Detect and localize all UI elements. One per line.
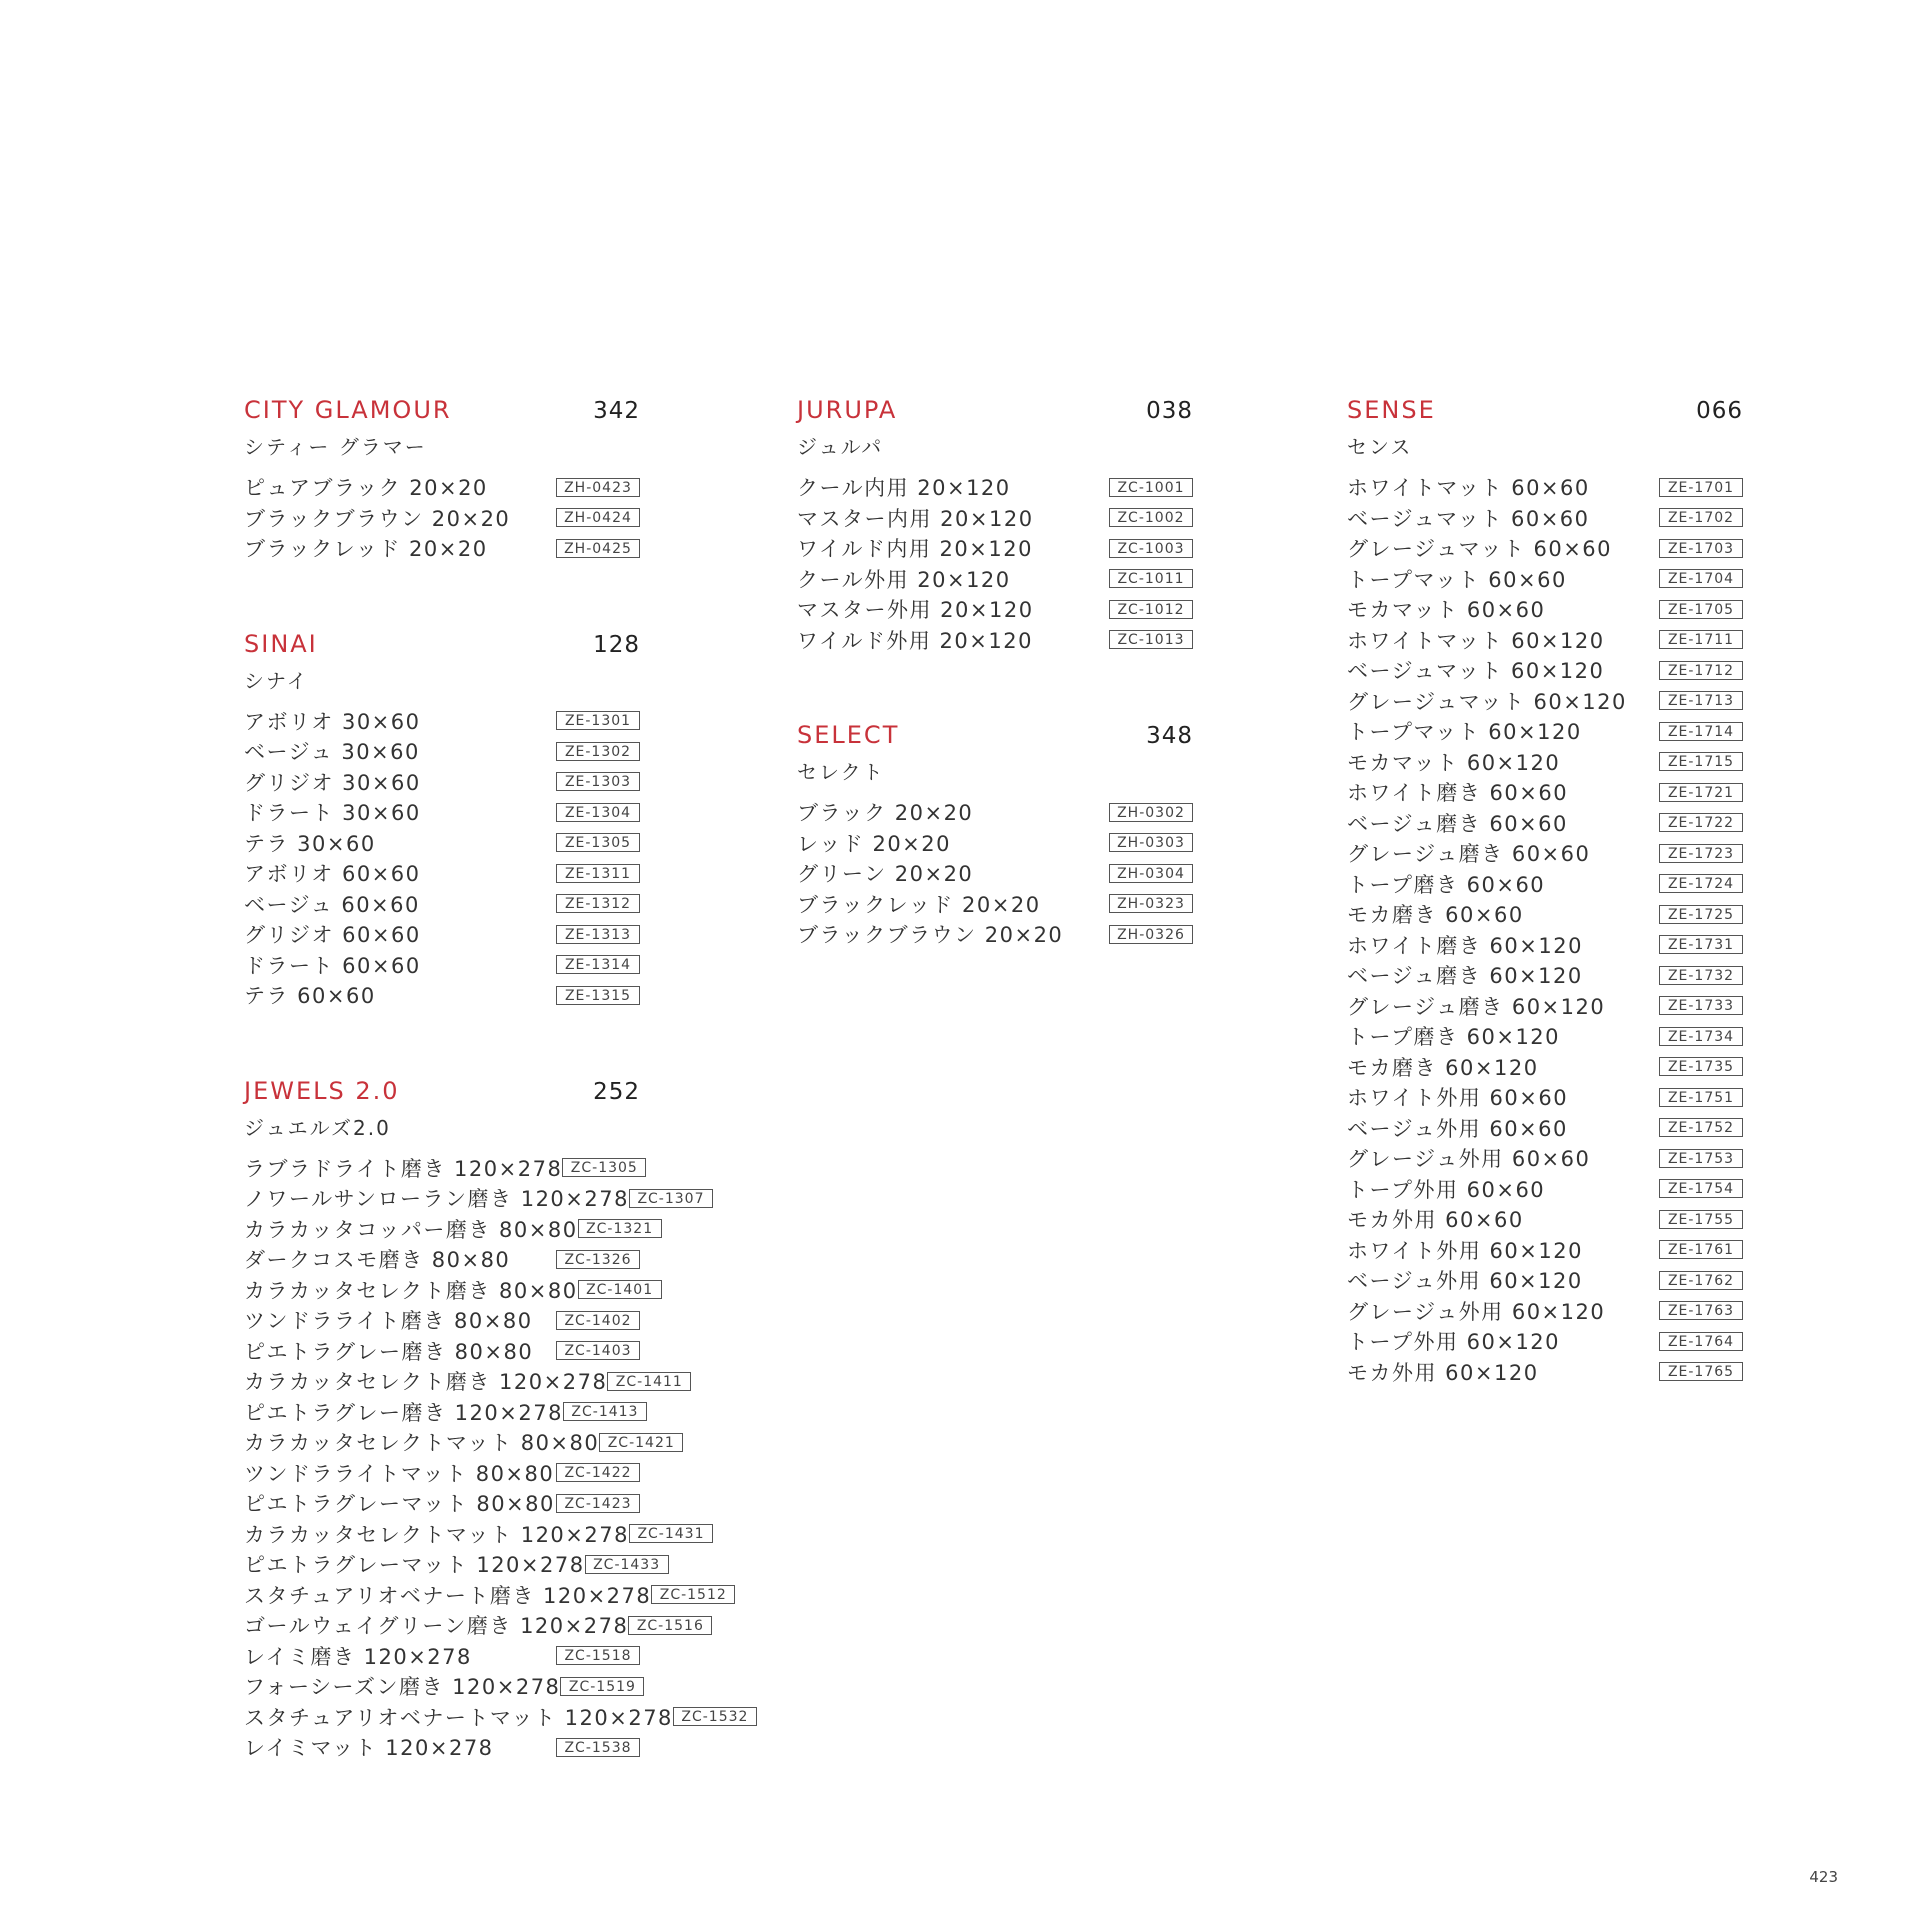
item-code: ZC-1002 (1109, 508, 1193, 527)
item-name: ピュアブラック 20×20 (244, 476, 488, 501)
list-item (797, 858, 1193, 889)
list-item (797, 797, 1193, 828)
item-code: ZC-1402 (556, 1311, 640, 1330)
list-item (244, 1610, 704, 1641)
item-code: ZE-1731 (1659, 935, 1743, 954)
list-item (1347, 686, 1743, 717)
list-item (797, 919, 1193, 950)
item-name: ホワイトマット 60×60 (1347, 476, 1590, 501)
section-title: SELECT (797, 721, 900, 749)
item-name: グレージュ外用 60×60 (1347, 1147, 1591, 1172)
catalog-section (797, 396, 1193, 655)
item-name: グレージュ磨き 60×120 (1347, 994, 1606, 1019)
list-item (1347, 808, 1743, 839)
item-code: ZH-0302 (1109, 803, 1193, 822)
section-page-number: 252 (593, 1078, 640, 1105)
item-code: ZE-1752 (1659, 1118, 1743, 1137)
item-name: ドラート 30×60 (244, 801, 421, 826)
item-name: アボリオ 30×60 (244, 709, 421, 734)
section-title: JURUPA (797, 396, 898, 424)
list-item (244, 1427, 675, 1458)
item-name: ブラックブラウン 20×20 (797, 923, 1064, 948)
list-item (1347, 1204, 1743, 1235)
item-code: ZE-1705 (1659, 600, 1743, 619)
list-item (1347, 991, 1743, 1022)
list-item (244, 706, 640, 737)
item-name: ツンドラライト磨き 80×80 (244, 1309, 533, 1334)
item-name: カラカッタセレクト磨き 120×278 (244, 1370, 608, 1395)
item-name: グレージュマット 60×120 (1347, 689, 1627, 714)
list-item (244, 1549, 661, 1580)
list-item (1347, 1235, 1743, 1266)
item-name: ピエトラグレーマット 120×278 (244, 1553, 585, 1578)
item-code: ZE-1761 (1659, 1240, 1743, 1259)
section-page-number: 066 (1696, 398, 1743, 424)
item-code: ZH-0425 (556, 539, 640, 558)
item-name: グリーン 20×20 (797, 862, 974, 887)
item-code: ZH-0303 (1109, 833, 1193, 852)
list-item (244, 1214, 654, 1245)
item-code: ZC-1431 (629, 1524, 713, 1543)
list-item (244, 1153, 640, 1184)
item-name: スタチュアリオベナート磨き 120×278 (244, 1583, 652, 1608)
list-item (1347, 1082, 1743, 1113)
item-name: トープ磨き 60×60 (1347, 872, 1546, 897)
list-item (1347, 1296, 1743, 1327)
item-code: ZE-1712 (1659, 661, 1743, 680)
column-2 (797, 396, 1193, 1016)
list-item (244, 1641, 640, 1672)
item-code: ZC-1401 (578, 1280, 662, 1299)
item-code: ZE-1762 (1659, 1271, 1743, 1290)
section-header (244, 630, 640, 664)
item-code: ZE-1711 (1659, 630, 1743, 649)
item-code: ZE-1704 (1659, 569, 1743, 588)
item-name: クール内用 20×120 (797, 476, 1011, 501)
item-name: グレージュマット 60×60 (1347, 537, 1613, 562)
item-name: マスター外用 20×120 (797, 598, 1034, 623)
item-name: ノワールサンローラン磨き 120×278 (244, 1187, 629, 1212)
list-item (797, 533, 1193, 564)
item-name: グレージュ磨き 60×60 (1347, 842, 1591, 867)
list-item (797, 889, 1193, 920)
list-item (244, 797, 640, 828)
item-name: モカ磨き 60×120 (1347, 1055, 1539, 1080)
section-title: SINAI (244, 629, 318, 658)
item-name: グリジオ 60×60 (244, 923, 421, 948)
list-item (797, 594, 1193, 625)
item-code: ZH-0326 (1109, 925, 1193, 944)
item-name: ツンドラライトマット 80×80 (244, 1461, 555, 1486)
section-page-number: 038 (1146, 398, 1193, 424)
item-code: ZE-1301 (556, 711, 640, 730)
item-code: ZC-1013 (1109, 630, 1193, 649)
item-name: ラブラドライト磨き 120×278 (244, 1156, 563, 1181)
item-code: ZC-1307 (629, 1189, 713, 1208)
item-code: ZC-1538 (556, 1738, 640, 1757)
list-item (244, 1732, 640, 1763)
section-title: JEWELS 2.0 (244, 1076, 400, 1105)
item-code: ZE-1763 (1659, 1301, 1743, 1320)
item-name: テラ 30×60 (244, 831, 376, 856)
item-name: ドラート 60×60 (244, 953, 421, 978)
column-3 (1347, 396, 1743, 1453)
item-code: ZC-1519 (560, 1677, 644, 1696)
section-title: SENSE (1347, 396, 1436, 424)
item-code: ZC-1423 (556, 1494, 640, 1513)
item-code: ZE-1753 (1659, 1149, 1743, 1168)
item-code: ZE-1734 (1659, 1027, 1743, 1046)
list-item (1347, 869, 1743, 900)
item-code: ZE-1754 (1659, 1179, 1743, 1198)
item-name: ベージュ外用 60×120 (1347, 1269, 1583, 1294)
list-item (244, 1702, 749, 1733)
list-item (1347, 930, 1743, 961)
item-name: ブラックブラウン 20×20 (244, 506, 511, 531)
item-code: ZE-1735 (1659, 1057, 1743, 1076)
catalog-section (244, 396, 640, 564)
item-name: トープ外用 60×60 (1347, 1177, 1546, 1202)
item-name: モカ外用 60×120 (1347, 1360, 1539, 1385)
list-item (1347, 899, 1743, 930)
item-code: ZE-1314 (556, 955, 640, 974)
item-name: ゴールウェイグリーン磨き 120×278 (244, 1614, 629, 1639)
item-name: スタチュアリオベナートマット 120×278 (244, 1705, 673, 1730)
item-name: ピエトラグレー磨き 80×80 (244, 1339, 534, 1364)
list-item (1347, 838, 1743, 869)
column-1 (244, 396, 749, 1829)
section-subtitle: センス (1347, 435, 1413, 459)
item-code: ZC-1532 (673, 1707, 757, 1726)
list-item (244, 1366, 683, 1397)
item-name: ベージュ 60×60 (244, 892, 420, 917)
list-item (1347, 747, 1743, 778)
item-name: ベージュ磨き 60×60 (1347, 811, 1568, 836)
item-code: ZH-0423 (556, 478, 640, 497)
item-list (244, 1153, 749, 1763)
list-item (1347, 1021, 1743, 1052)
item-list (797, 472, 1193, 655)
item-code: ZE-1713 (1659, 691, 1743, 710)
item-name: カラカッタセレクトマット 120×278 (244, 1522, 629, 1547)
list-item (244, 858, 640, 889)
item-code: ZC-1321 (578, 1219, 662, 1238)
item-name: ベージュ 30×60 (244, 740, 420, 765)
item-code: ZE-1315 (556, 986, 640, 1005)
list-item (244, 1305, 640, 1336)
item-code: ZC-1011 (1109, 569, 1193, 588)
list-item (1347, 716, 1743, 747)
item-code: ZE-1732 (1659, 966, 1743, 985)
item-list (244, 706, 640, 1011)
list-item (1347, 1113, 1743, 1144)
list-item (244, 919, 640, 950)
list-item (797, 828, 1193, 859)
item-code: ZE-1765 (1659, 1362, 1743, 1381)
item-code: ZE-1722 (1659, 813, 1743, 832)
item-code: ZE-1721 (1659, 783, 1743, 802)
item-code: ZC-1516 (628, 1616, 712, 1635)
item-list (1347, 472, 1743, 1387)
section-subtitle: ジュルパ (797, 435, 884, 459)
list-item (797, 503, 1193, 534)
list-item (797, 472, 1193, 503)
item-name: トープマット 60×120 (1347, 720, 1582, 745)
item-name: ピエトラグレーマット 80×80 (244, 1492, 555, 1517)
list-item (244, 472, 640, 503)
list-item (1347, 1143, 1743, 1174)
item-code: ZC-1421 (599, 1433, 683, 1452)
item-code: ZE-1715 (1659, 752, 1743, 771)
item-name: テラ 60×60 (244, 984, 376, 1009)
list-item (1347, 472, 1743, 503)
list-item (244, 1397, 640, 1428)
catalog-section (244, 1076, 749, 1763)
section-title: CITY GLAMOUR (244, 396, 452, 424)
list-item (1347, 564, 1743, 595)
item-code: ZC-1012 (1109, 600, 1193, 619)
item-list (797, 797, 1193, 950)
item-name: アボリオ 60×60 (244, 862, 421, 887)
item-code: ZE-1733 (1659, 996, 1743, 1015)
item-name: ワイルド外用 20×120 (797, 628, 1033, 653)
item-code: ZC-1003 (1109, 539, 1193, 558)
section-subtitle: ジュエルズ2.0 (244, 1115, 391, 1140)
list-item (797, 564, 1193, 595)
item-name: ベージュマット 60×60 (1347, 506, 1590, 531)
item-name: トープマット 60×60 (1347, 567, 1567, 592)
list-item (1347, 655, 1743, 686)
item-code: ZE-1725 (1659, 905, 1743, 924)
item-name: ブラックレッド 20×20 (244, 537, 488, 562)
list-item (1347, 533, 1743, 564)
list-item (244, 980, 640, 1011)
item-name: ホワイト外用 60×120 (1347, 1238, 1583, 1263)
item-name: グレージュ外用 60×120 (1347, 1299, 1606, 1324)
section-page-number: 342 (593, 398, 640, 424)
item-name: グリジオ 30×60 (244, 770, 421, 795)
item-code: ZE-1751 (1659, 1088, 1743, 1107)
item-code: ZC-1411 (607, 1372, 691, 1391)
item-code: ZE-1302 (556, 742, 640, 761)
list-item (1347, 503, 1743, 534)
item-name: クール外用 20×120 (797, 567, 1011, 592)
list-item (1347, 1357, 1743, 1388)
item-name: カラカッタセレクト磨き 80×80 (244, 1278, 578, 1303)
item-code: ZE-1764 (1659, 1332, 1743, 1351)
list-item (244, 736, 640, 767)
section-header (244, 396, 640, 430)
item-name: カラカッタセレクトマット 80×80 (244, 1431, 600, 1456)
item-name: フォーシーズン磨き 120×278 (244, 1675, 561, 1700)
item-name: ベージュ外用 60×60 (1347, 1116, 1568, 1141)
item-code: ZE-1303 (556, 772, 640, 791)
section-subtitle: セレクト (797, 760, 885, 784)
list-item (244, 1580, 727, 1611)
list-item (1347, 1265, 1743, 1296)
item-name: カラカッタコッパー磨き 80×80 (244, 1217, 578, 1242)
list-item (244, 503, 640, 534)
list-item (244, 1458, 640, 1489)
list-item (244, 533, 640, 564)
item-name: ホワイト外用 60×60 (1347, 1086, 1569, 1111)
item-list (244, 472, 640, 564)
item-code: ZH-0304 (1109, 864, 1193, 883)
item-code: ZE-1702 (1659, 508, 1743, 527)
list-item (1347, 1174, 1743, 1205)
list-item (244, 1275, 654, 1306)
item-name: ホワイト磨き 60×60 (1347, 781, 1569, 806)
section-subtitle: シナイ (244, 668, 309, 693)
item-code: ZE-1311 (556, 864, 640, 883)
item-code: ZC-1433 (585, 1555, 669, 1574)
item-name: トープ外用 60×120 (1347, 1330, 1561, 1355)
item-code: ZE-1703 (1659, 539, 1743, 558)
item-name: トープ磨き 60×120 (1347, 1025, 1561, 1050)
list-item (244, 767, 640, 798)
catalog-section (797, 721, 1193, 950)
list-item (244, 1488, 640, 1519)
item-code: ZE-1305 (556, 833, 640, 852)
item-code: ZE-1723 (1659, 844, 1743, 863)
section-page-number: 128 (593, 631, 640, 658)
item-code: ZC-1403 (556, 1341, 640, 1360)
item-code: ZC-1518 (556, 1646, 640, 1665)
list-item (244, 828, 640, 859)
section-subtitle: シティー グラマー (244, 435, 427, 459)
item-code: ZC-1326 (556, 1250, 640, 1269)
section-header (797, 396, 1193, 430)
item-name: レイミ磨き 120×278 (244, 1644, 472, 1669)
item-name: モカ外用 60×60 (1347, 1208, 1524, 1233)
list-item (244, 1671, 640, 1702)
item-code: ZE-1304 (556, 803, 640, 822)
item-code: ZH-0424 (556, 508, 640, 527)
item-name: ピエトラグレー磨き 120×278 (244, 1400, 563, 1425)
list-item (244, 1183, 705, 1214)
item-code: ZC-1413 (563, 1402, 647, 1421)
item-code: ZE-1714 (1659, 722, 1743, 741)
catalog-section (1347, 396, 1743, 1387)
section-page-number: 348 (1146, 723, 1193, 749)
list-item (244, 1519, 705, 1550)
list-item (244, 1336, 640, 1367)
item-name: ブラック 20×20 (797, 801, 974, 826)
list-item (1347, 1052, 1743, 1083)
item-code: ZH-0323 (1109, 894, 1193, 913)
item-code: ZC-1512 (651, 1585, 735, 1604)
list-item (797, 625, 1193, 656)
item-name: ホワイトマット 60×120 (1347, 628, 1605, 653)
list-item (1347, 594, 1743, 625)
item-code: ZC-1001 (1109, 478, 1193, 497)
item-name: ダークコスモ磨き 80×80 (244, 1248, 511, 1273)
item-code: ZC-1305 (562, 1158, 646, 1177)
section-header (1347, 396, 1743, 430)
list-item (1347, 960, 1743, 991)
item-name: レイミマット 120×278 (244, 1736, 494, 1761)
item-name: マスター内用 20×120 (797, 506, 1034, 531)
list-item (244, 1244, 640, 1275)
catalog-section (244, 630, 640, 1011)
section-header (244, 1077, 640, 1111)
item-code: ZE-1755 (1659, 1210, 1743, 1229)
list-item (244, 950, 640, 981)
item-name: モカ磨き 60×60 (1347, 903, 1524, 928)
item-name: モカマット 60×120 (1347, 750, 1561, 775)
item-name: ホワイト磨き 60×120 (1347, 933, 1583, 958)
item-name: ベージュ磨き 60×120 (1347, 964, 1583, 989)
list-item (1347, 1326, 1743, 1357)
list-item (1347, 625, 1743, 656)
item-name: モカマット 60×60 (1347, 598, 1546, 623)
list-item (244, 889, 640, 920)
list-item (1347, 777, 1743, 808)
item-name: ベージュマット 60×120 (1347, 659, 1605, 684)
item-code: ZE-1312 (556, 894, 640, 913)
item-code: ZE-1313 (556, 925, 640, 944)
item-name: ブラックレッド 20×20 (797, 892, 1041, 917)
item-name: ワイルド内用 20×120 (797, 537, 1033, 562)
item-code: ZC-1422 (556, 1463, 640, 1482)
page-number: 423 (1809, 1868, 1838, 1886)
item-code: ZE-1701 (1659, 478, 1743, 497)
section-header (797, 721, 1193, 755)
item-name: レッド 20×20 (797, 831, 952, 856)
item-code: ZE-1724 (1659, 874, 1743, 893)
